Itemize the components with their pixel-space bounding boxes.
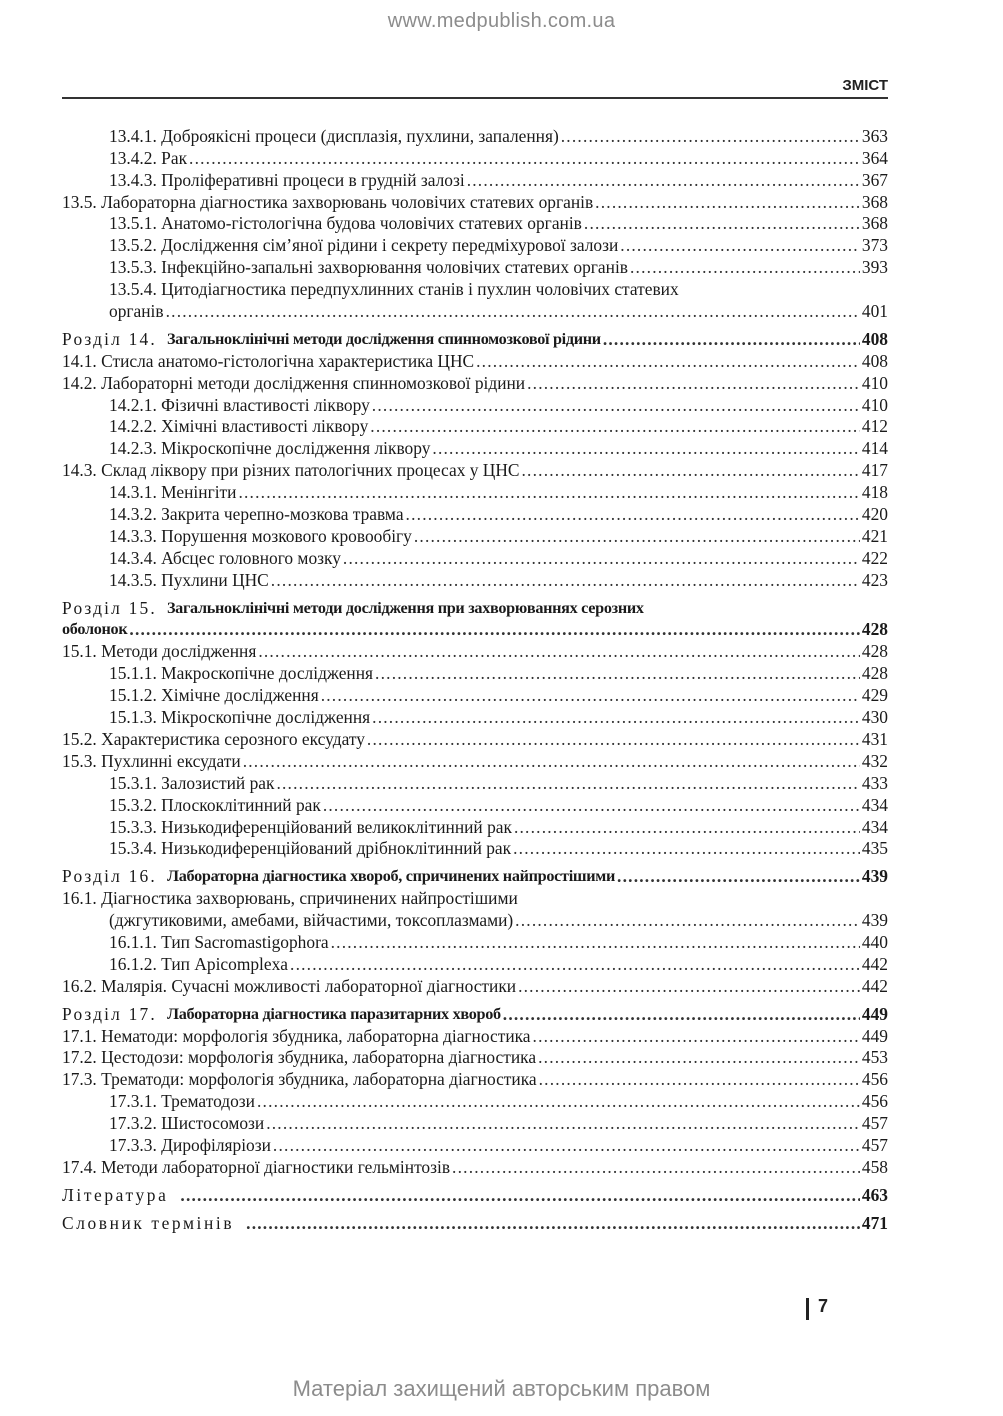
toc-entry-title: 15.1.3. Мікроскопічне дослідження	[109, 707, 371, 728]
toc-entry-title: 15.3. Пухлинні ексудати	[62, 750, 241, 771]
toc-leader-dots	[561, 126, 860, 147]
toc-entry-title: 14.2. Лабораторні методи дослідження спинномозкової рідини	[62, 372, 526, 393]
toc-page-number: 442	[861, 953, 888, 974]
toc-backmatter-entry	[62, 1184, 888, 1206]
toc-page-number: 373	[861, 235, 888, 256]
toc-entry-title: 13.5.4. Цитодіагностика передпухлинних станів і пухлин чоловічих статевих	[109, 279, 679, 300]
toc-page-number: 368	[861, 191, 888, 212]
toc-leader-dots	[189, 148, 860, 169]
toc-chapter-number: Розділ 17.	[62, 1003, 157, 1024]
toc-leader-dots	[620, 235, 860, 256]
toc-page-number: 471	[861, 1212, 888, 1233]
toc-entry-title: 14.3. Склад ліквору при різних патологічних процесах у ЦНС	[62, 460, 520, 481]
page-number-bar	[806, 1298, 809, 1320]
toc-page-number: 428	[861, 663, 888, 684]
toc-backmatter-entry	[62, 1212, 888, 1234]
toc-page-number: 421	[861, 525, 888, 546]
toc-page-number: 410	[861, 372, 888, 393]
toc-section-entry	[62, 1156, 888, 1178]
toc-subsection-entry	[62, 437, 888, 459]
toc-leader-dots	[603, 329, 860, 350]
toc-entry-title: 17.3.1. Трематодози	[109, 1091, 255, 1112]
toc-subsection-entry	[62, 525, 888, 547]
toc-leader-dots	[375, 663, 860, 684]
toc-page-number: 432	[861, 750, 888, 771]
toc-page-number: 457	[861, 1134, 888, 1155]
toc-chapter-title: Загальноклінічні методи дослідження при захворюваннях серозних	[166, 598, 644, 617]
toc-leader-dots	[515, 910, 860, 931]
toc-page-number: 401	[861, 301, 888, 322]
toc-entry-title: 14.2.1. Фізичні властивості ліквору	[109, 394, 370, 415]
toc-entry-title: 15.3.3. Низькодиференційований великоклітинний рак	[109, 816, 512, 837]
toc-section-entry	[62, 887, 888, 909]
toc-entry-title: 17.2. Цестодози: морфологія збудника, лабораторна діагностика	[62, 1047, 537, 1068]
toc-page-number: 420	[861, 504, 888, 525]
toc-leader-dots	[331, 932, 860, 953]
toc-entry-title: 14.3.5. Пухлини ЦНС	[109, 569, 269, 590]
toc-subsection-entry	[62, 547, 888, 569]
toc-entry-title: (джгутиковими, амебами, війчастими, токсоплазмами)	[109, 910, 514, 931]
toc-page-number: 431	[861, 728, 888, 749]
watermark-top: www.medpublish.com.ua	[387, 10, 616, 32]
toc-leader-dots	[513, 838, 860, 859]
toc-entry-title: 15.2. Характеристика серозного ексудату	[62, 728, 365, 749]
toc-entry-title: 13.4.3. Проліферативні процеси в грудній залозі	[109, 169, 465, 190]
toc-leader-dots	[290, 954, 860, 975]
toc-page-number: 449	[861, 1003, 888, 1024]
toc-chapter-title: оболонок	[62, 620, 128, 639]
toc-page-number: 428	[861, 641, 888, 662]
toc-leader-dots	[246, 1213, 860, 1234]
toc-subsection-entry	[62, 125, 888, 147]
toc-entry-continued	[62, 300, 888, 322]
toc-page-number: 456	[861, 1069, 888, 1090]
toc-leader-dots	[617, 866, 860, 887]
table-of-contents	[62, 125, 888, 1234]
toc-section-entry	[62, 750, 888, 772]
toc-entry-title: 15.1.2. Хімічне дослідження	[109, 685, 319, 706]
toc-page-number: 393	[861, 257, 888, 278]
toc-subsection-entry	[62, 256, 888, 278]
toc-section-entry	[62, 459, 888, 481]
toc-entry-title: 14.2.3. Мікроскопічне дослідження ліквору	[109, 438, 431, 459]
toc-leader-dots	[514, 817, 860, 838]
toc-entry-title: 13.5.3. Інфекційно-запальні захворювання чоловічих статевих органів	[109, 257, 628, 278]
toc-page-number: 414	[861, 438, 888, 459]
toc-leader-dots	[476, 351, 860, 372]
toc-entry-title: 16.2. Малярія. Сучасні можливості лабораторної діагностики	[62, 975, 517, 996]
toc-subsection-entry	[62, 147, 888, 169]
toc-subsection-entry	[62, 953, 888, 975]
toc-entry-title: 13.5.1. Анатомо-гістологічна будова чоловічих статевих органів	[109, 213, 582, 234]
toc-page-number: 442	[861, 975, 888, 996]
toc-entry-title: 14.3.3. Порушення мозкового кровообігу	[109, 525, 412, 546]
toc-entry-continued	[62, 909, 888, 931]
toc-page-number: 456	[861, 1091, 888, 1112]
toc-entry-title: 13.4.1. Доброякісні процеси (дисплазія, пухлини, запалення)	[109, 125, 559, 146]
toc-leader-dots	[630, 257, 860, 278]
toc-leader-dots	[271, 570, 860, 591]
toc-leader-dots	[129, 619, 860, 640]
toc-page-number: 368	[861, 213, 888, 234]
toc-leader-dots	[166, 301, 860, 322]
toc-leader-dots	[276, 773, 859, 794]
toc-entry-title: 16.1.2. Тип Apicomplexa	[109, 953, 289, 974]
toc-entry-title: 15.3.2. Плоскоклітинний рак	[109, 794, 321, 815]
toc-page-number: 428	[861, 619, 888, 640]
toc-leader-dots	[452, 1157, 860, 1178]
toc-subsection-entry	[62, 416, 888, 438]
toc-page-number: 430	[861, 707, 888, 728]
toc-page-number: 408	[861, 328, 888, 349]
toc-entry-title: 15.1.1. Макроскопічне дослідження	[109, 663, 374, 684]
toc-entry-title: 14.2.2. Хімічні властивості ліквору	[109, 416, 369, 437]
toc-subsection-entry	[62, 684, 888, 706]
toc-leader-dots	[503, 1004, 860, 1025]
toc-section-entry	[62, 350, 888, 372]
toc-page-number: 458	[861, 1156, 888, 1177]
header-rule	[62, 97, 888, 99]
toc-chapter-entry	[62, 597, 888, 619]
toc-entry-title: 13.4.2. Рак	[109, 147, 188, 168]
toc-page-number: 364	[861, 147, 888, 168]
toc-leader-dots	[266, 1113, 860, 1134]
toc-page-number: 434	[861, 794, 888, 815]
toc-page-number: 449	[861, 1025, 888, 1046]
toc-section-entry	[62, 975, 888, 997]
toc-page-number: 435	[861, 838, 888, 859]
toc-page-number: 423	[861, 569, 888, 590]
toc-leader-dots	[595, 192, 860, 213]
toc-leader-dots	[539, 1069, 860, 1090]
toc-entry-title: 14.3.1. Менінгіти	[109, 482, 237, 503]
toc-page-number: 412	[861, 416, 888, 437]
toc-leader-dots	[527, 373, 860, 394]
toc-subsection-entry	[62, 169, 888, 191]
toc-subsection-entry	[62, 662, 888, 684]
toc-page-number: 422	[861, 547, 888, 568]
toc-leader-dots	[243, 751, 860, 772]
page-number: 7	[818, 1296, 829, 1316]
toc-subsection-entry	[62, 1090, 888, 1112]
toc-subsection-entry	[62, 1112, 888, 1134]
toc-leader-dots	[257, 1091, 860, 1112]
toc-page-number: 410	[861, 394, 888, 415]
toc-leader-dots	[372, 395, 860, 416]
toc-leader-dots	[518, 976, 860, 997]
toc-entry-title: 15.1. Методи дослідження	[62, 641, 257, 662]
toc-leader-dots	[343, 548, 860, 569]
toc-page-number: 463	[861, 1184, 888, 1205]
toc-chapter-entry-continued	[62, 619, 888, 641]
toc-page-number: 434	[861, 816, 888, 837]
toc-page-number: 429	[861, 685, 888, 706]
toc-leader-dots	[538, 1047, 860, 1068]
toc-leader-dots	[406, 504, 860, 525]
toc-page-number: 418	[861, 482, 888, 503]
toc-entry-title: 14.3.4. Абсцес головного мозку	[109, 547, 341, 568]
toc-subsection-entry	[62, 794, 888, 816]
toc-leader-dots	[238, 482, 859, 503]
toc-section-entry	[62, 1047, 888, 1069]
toc-subsection-entry	[62, 278, 888, 300]
toc-entry-title: органів	[109, 301, 164, 322]
toc-section-entry	[62, 191, 888, 213]
toc-entry-title: 15.3.1. Залозистий рак	[109, 772, 275, 793]
toc-chapter-number: Розділ 16.	[62, 866, 157, 887]
toc-backmatter-title: Література	[62, 1184, 169, 1205]
toc-entry-title: 17.3. Трематоди: морфологія збудника, лабораторна діагностика	[62, 1069, 537, 1090]
toc-chapter-title: Лабораторна діагностика хвороб, спричинених найпростішими	[166, 867, 616, 886]
toc-leader-dots	[323, 795, 860, 816]
toc-entry-title: 15.3.4. Низькодиференційований дрібноклітинний рак	[109, 838, 512, 859]
toc-leader-dots	[180, 1185, 860, 1206]
toc-leader-dots	[533, 1026, 860, 1047]
toc-leader-dots	[467, 170, 860, 191]
toc-page-number: 363	[861, 125, 888, 146]
toc-subsection-entry	[62, 234, 888, 256]
toc-section-entry	[62, 1068, 888, 1090]
toc-subsection-entry	[62, 816, 888, 838]
toc-subsection-entry	[62, 772, 888, 794]
toc-subsection-entry	[62, 931, 888, 953]
toc-page-number: 440	[861, 931, 888, 952]
toc-leader-dots	[414, 526, 860, 547]
toc-leader-dots	[432, 438, 860, 459]
toc-entry-title: 14.3.2. Закрита черепно-мозкова травма	[109, 504, 404, 525]
toc-page-number: 453	[861, 1047, 888, 1068]
toc-chapter-entry	[62, 865, 888, 887]
toc-chapter-entry	[62, 1003, 888, 1025]
toc-entry-title: 17.4. Методи лабораторної діагностики гельмінтозів	[62, 1156, 451, 1177]
toc-chapter-number: Розділ 14.	[62, 328, 157, 349]
toc-leader-dots	[584, 213, 860, 234]
toc-chapter-number: Розділ 15.	[62, 597, 157, 618]
toc-leader-dots	[273, 1135, 860, 1156]
toc-leader-dots	[258, 641, 860, 662]
toc-page-number: 367	[861, 169, 888, 190]
toc-section-entry	[62, 728, 888, 750]
toc-chapter-entry	[62, 328, 888, 350]
toc-subsection-entry	[62, 838, 888, 860]
toc-backmatter-title: Словник термінів	[62, 1212, 235, 1233]
toc-entry-title: 17.1. Нематоди: морфологія збудника, лабораторна діагностика	[62, 1025, 531, 1046]
toc-leader-dots	[370, 416, 860, 437]
toc-section-entry	[62, 640, 888, 662]
toc-section-entry	[62, 1025, 888, 1047]
toc-leader-dots	[367, 729, 860, 750]
toc-page-number: 433	[861, 772, 888, 793]
toc-chapter-title: Лабораторна діагностика паразитарних хвороб	[166, 1004, 501, 1023]
toc-entry-title: 14.1. Стисла анатомо-гістологічна характеристика ЦНС	[62, 350, 475, 371]
toc-leader-dots	[522, 460, 860, 481]
toc-leader-dots	[321, 685, 860, 706]
toc-page-number: 408	[861, 350, 888, 371]
toc-subsection-entry	[62, 481, 888, 503]
toc-section-entry	[62, 372, 888, 394]
toc-subsection-entry	[62, 213, 888, 235]
toc-entry-title: 16.1. Діагностика захворювань, спричинених найпростішими	[62, 888, 518, 909]
running-header: ЗМІСТ	[842, 77, 888, 94]
toc-leader-dots	[372, 707, 860, 728]
toc-subsection-entry	[62, 503, 888, 525]
toc-page-number: 457	[861, 1113, 888, 1134]
toc-page-number: 417	[861, 460, 888, 481]
toc-subsection-entry	[62, 569, 888, 591]
toc-entry-title: 13.5.2. Дослідження сім’яної рідини і секрету передміхурової залози	[109, 235, 619, 256]
watermark-bottom: Матеріал захищений авторським правом	[292, 1376, 711, 1401]
toc-subsection-entry	[62, 394, 888, 416]
toc-chapter-title: Загальноклінічні методи дослідження спинномозкової рідини	[166, 329, 601, 348]
toc-entry-title: 16.1.1. Тип Sacromastigophora	[109, 931, 329, 952]
toc-entry-title: 17.3.3. Дирофіляріози	[109, 1134, 271, 1155]
toc-page-number: 439	[861, 910, 888, 931]
toc-page-number: 439	[861, 866, 888, 887]
toc-subsection-entry	[62, 1134, 888, 1156]
toc-entry-title: 13.5. Лабораторна діагностика захворювань чоловічих статевих органів	[62, 191, 594, 212]
toc-subsection-entry	[62, 706, 888, 728]
toc-entry-title: 17.3.2. Шистосомози	[109, 1113, 265, 1134]
